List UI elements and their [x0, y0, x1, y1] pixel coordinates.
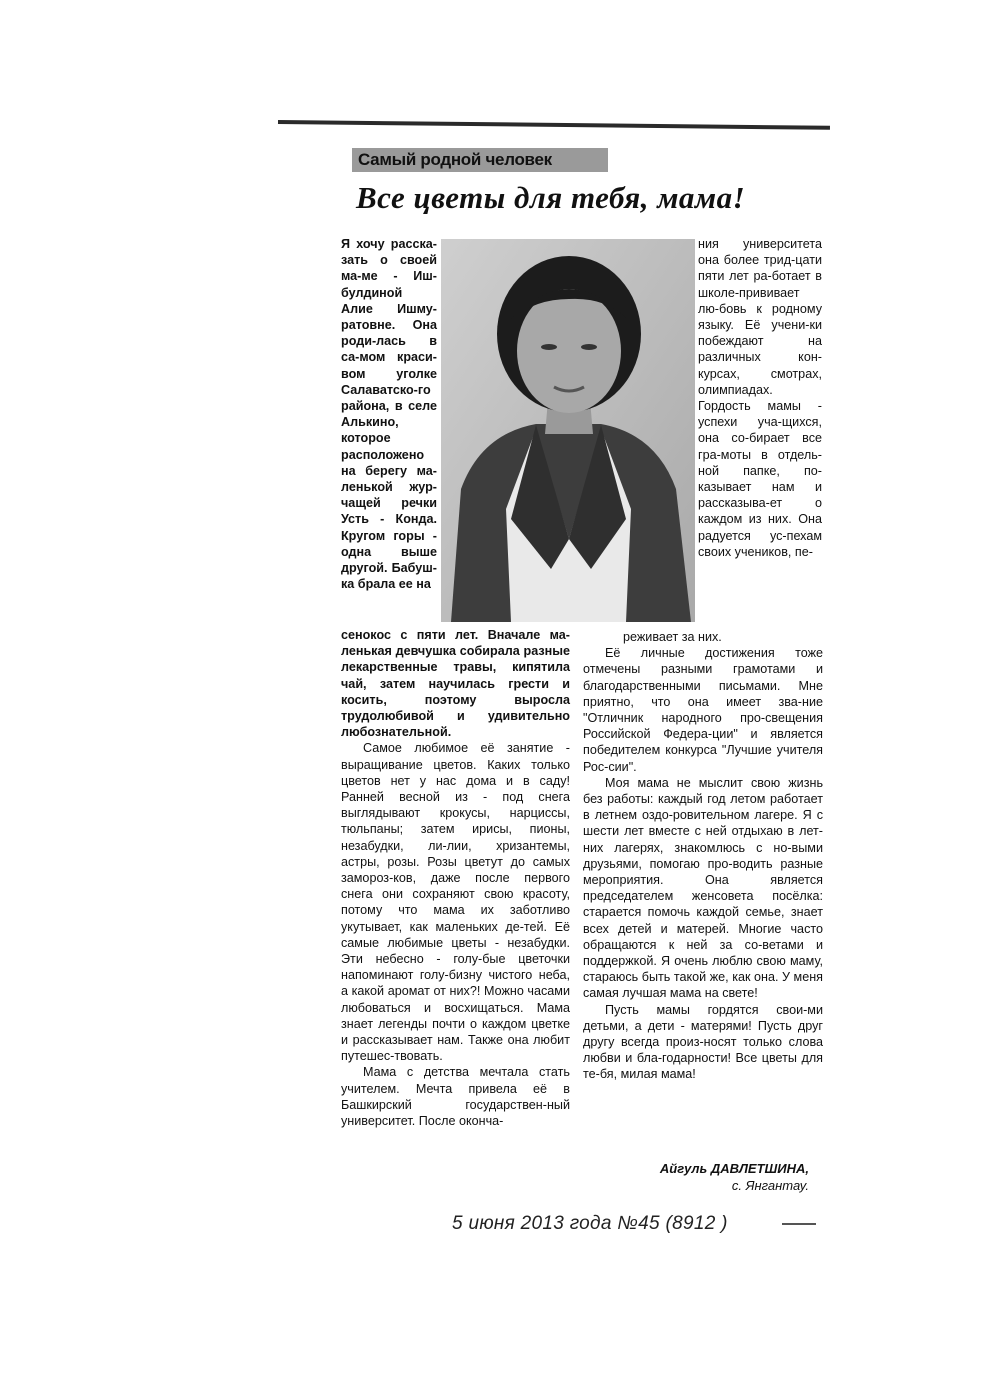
paragraph: сенокос с пяти лет. Вначале ма-ленькая девчушка собирала разные лекарственные травы, кипятила чай, затем научилась грести и косить, поэтому выросла трудолюбивой и удивительно любознательной. [341, 628, 570, 740]
paragraph: Пусть мамы гордятся свои-ми детьми, а дети - матерями! Пусть друг другу всегда произ-носят только слова любви и бла-годарности! Все цветы для те-бя, милая мама! [583, 1002, 823, 1082]
rubric-label: Самый родной человек [352, 148, 608, 172]
author-signature [583, 1160, 809, 1194]
paragraph: Её личные достижения тоже отмечены разными грамотами и благодарственными письмами. Мне приятно, что она имеет зва-ние "Отличник народного про-свещения Российской Федера-ции" и является победителем конкурса "Лучшие учителя Рос-сии". [583, 646, 823, 774]
portrait-illustration [441, 239, 695, 622]
author-place: с. Янгантау. [731, 1178, 809, 1193]
issue-footer: 5 июня 2013 года №45 (8912 ) [452, 1213, 728, 1234]
column-left-wide [341, 627, 570, 1129]
paragraph: Самое любимое её занятие - выращивание цветов. Каких только цветов нет у нас дома и в саду! Ранней весной из - под снега выглядывают крокусы, нарциссы, тюльпаны; затем ирисы, пионы, незабудки, ли-лии, хризантемы, астры, розы. Розы цветут до самых замороз-ков, даже после первого снега они сохраняют свою красоту, потому что мама их заботливо укутывает, как маленьких де-тей. Её самые любимые цветы - незабудки. Эти небесно - голу-бые цветочки напоминают голу-бизну чистого неба, а какой аромат от них?! Можно часами любоваться и восхищаться. Мама знает легенды почти о каждом цветке и рассказывает нам. Также она любит путешес-твовать. [341, 741, 570, 1064]
paragraph: Моя мама не мыслит свою жизнь без работы: каждый год летом работает в летнем оздо-ровительном лагере. Я с шести лет вместе с ней отдыхаю в лет-них лагерях, знакомлюсь с но-выми друзьями, помогаю про-водить разные мероприятия. Она является председателем женсовета посёлка: старается помочь каждой семье, знает всех детей и матерей. Многие часто обращаются к ней за со-ветами и поддержкой. Я очень люблю свою маму, стараюсь быть такой же, как она. У меня самая лучшая мама на свете! [583, 775, 823, 1001]
column-left-narrow [341, 236, 437, 592]
article-headline: Все цветы для тебя, мама! [356, 180, 746, 215]
paragraph: ния университета она более трид-цати пяти лет ра-ботает в школе-прививает лю-бовь к родному языку. Её учени-ки побеждают на различных кон-курсах, смотрах, олимпиадах. Гордость мамы - успехи уча-щихся, она со-бирает все гра-моты в отдель-ной папке, по-казывает нам и рассказыва-ет о каждом из них. Она радуется ус-пехам своих учеников, пе- [698, 237, 822, 559]
column-right-narrow [698, 236, 822, 560]
paragraph: Мама с детства мечтала стать учителем. Мечта привела её в Башкирский государствен-ный университет. После оконча- [341, 1065, 570, 1129]
portrait-photo [441, 239, 695, 622]
author-name: Айгуль ДАВЛЕТШИНА, [659, 1161, 809, 1176]
column-right-wide [583, 629, 823, 1083]
paragraph: Я хочу расска-зать о своей ма-ме - Иш-булдиной Алие Ишму-ратовне. Она роди-лась в са-мом краси-вом уголке Салаватско-го района, в селе Алькино, которое расположено на берегу ма-ленькой жур-чащей речки Усть - Конда. Кругом горы - одна выше другой. Бабуш-ка брала ее на [341, 237, 437, 592]
paragraph: реживает за них. [623, 630, 722, 644]
footer-dash [782, 1223, 816, 1225]
scan-edge-line [278, 120, 830, 130]
